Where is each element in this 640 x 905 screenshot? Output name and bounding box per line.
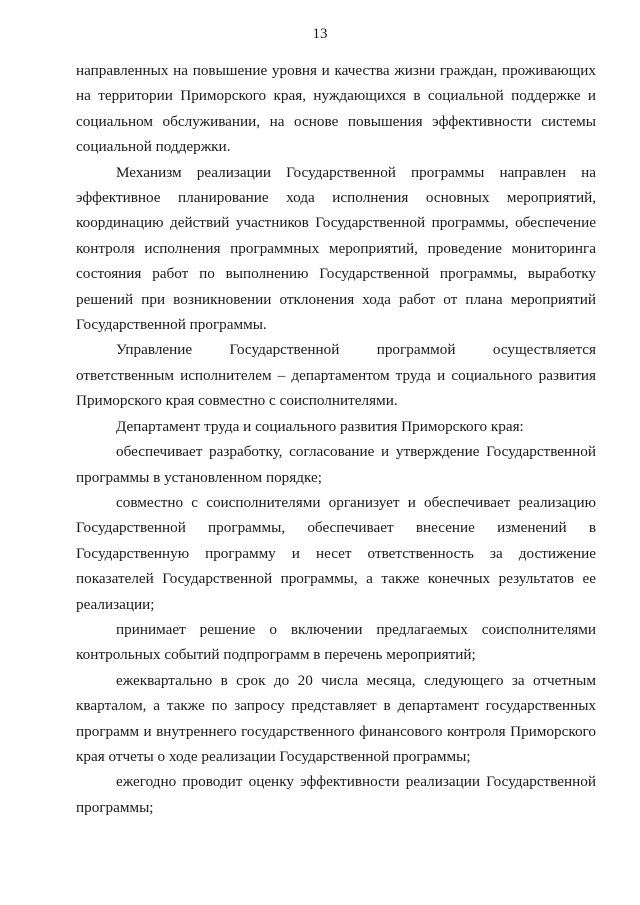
paragraph-duty-implementation: совместно с соисполнителями организует и обеспечивает реализацию Государственной программы, обеспечивает внесение изменений в Государственную программу и несет ответственность за достижение показателей Государственной программы, а также конечных результатов ее реализации; [76,493,596,613]
paragraph-duty-annual-assessment: ежегодно проводит оценку эффективности реализации Государственной программы; [76,773,596,816]
paragraph-management: Управление Государственной программой осуществляется ответственным исполнителем – департаментом труда и социального развития Приморского края совместно с соисполнителями. [76,341,596,410]
paragraph-duty-control-events: принимает решение о включении предлагаемых соисполнителями контрольных событий подпрограмм в перечень мероприятий; [76,620,596,664]
paragraph-duty-quarterly-reports: ежеквартально в срок до 20 числа месяца, следующего за отчетным кварталом, а также по запросу представляет в департамент государственных программ и внутреннего государственного финансового контроля Приморского края отчеты о ходе реализации Государственной программы; [76,671,596,765]
paragraph-department-heading: Департамент труда и социального развития Приморского края: [116,417,524,435]
paragraph-duty-development: обеспечивает разработку, согласование и утверждение Государственной программы в установленном порядке; [76,443,596,486]
paragraph-intro-continuation: направленных на повышение уровня и качества жизни граждан, проживающих на территории Приморского края, нуждающихся в социальной поддержке и социальном обслуживании, на основе повышения эффективности системы социальной поддержки. [76,62,596,156]
body-text [76,58,596,820]
page-number: 13 [312,26,328,42]
paragraph-mechanism: Механизм реализации Государственной программы направлен на эффективное планирование хода исполнения основных мероприятий, координацию действий участников Государственной программы, обеспечение контроля исполнения программных мероприятий, проведение мониторинга состояния работ по выполнению Государственной программы, выработку решений при возникновении отклонения хода работ от плана мероприятий Государственной программы. [76,163,596,334]
